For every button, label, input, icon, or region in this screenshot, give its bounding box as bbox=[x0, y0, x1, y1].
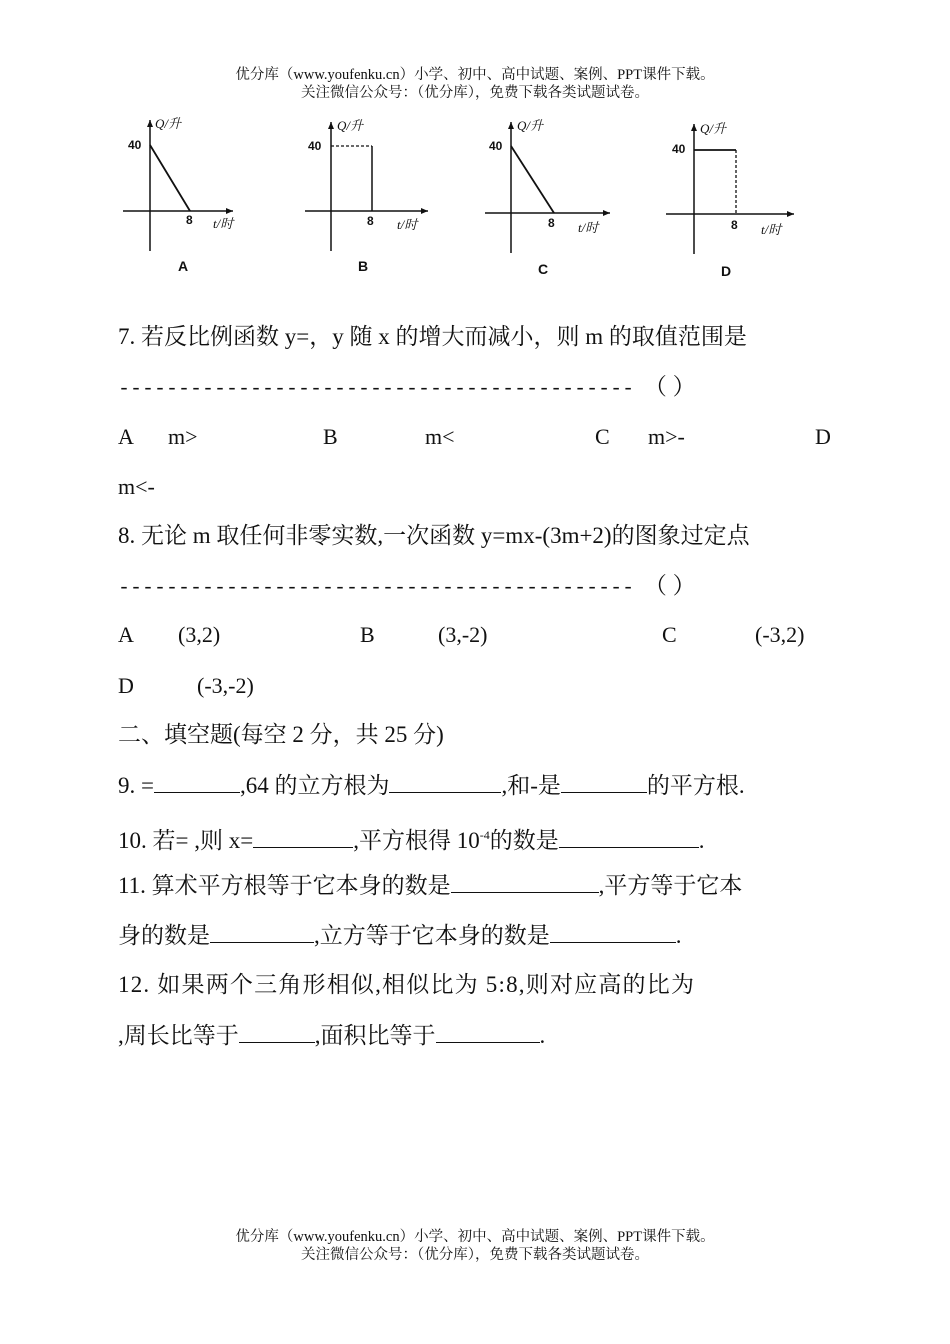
q8-option-c-text: (-3,2) bbox=[755, 622, 805, 647]
q8-option-c-letter: C bbox=[662, 622, 677, 647]
q12-line-1: 12. 如果两个三角形相似,相似比为 5:8,则对应高的比为 bbox=[118, 972, 696, 997]
section-2-title: 二、填空题(每空 2 分，共 25 分) bbox=[118, 722, 444, 747]
q10-part-2: ,平方根得 10 bbox=[353, 828, 480, 853]
q9-blank-2[interactable] bbox=[389, 770, 501, 793]
graph-c-x-tick: 8 bbox=[548, 216, 555, 230]
graph-d-label: D bbox=[721, 263, 732, 279]
graph-b-svg bbox=[300, 108, 470, 286]
q10 bbox=[118, 820, 704, 856]
q11-part-2: ,平方等于它本 bbox=[598, 873, 743, 898]
footer-line-1: 优分库（www.youfenku.cn）小学、初中、高中试题、案例、PPT课件下载。 bbox=[235, 1229, 715, 1245]
q9 bbox=[118, 770, 745, 801]
graph-b-x-tick: 8 bbox=[367, 214, 374, 228]
q8-option-d-text: (-3,-2) bbox=[197, 673, 254, 698]
q8-option-b-text: (3,-2) bbox=[438, 622, 488, 647]
graph-b-y-axis: Q/升 bbox=[337, 118, 364, 133]
q7-text: 7. 若反比例函数 y=，y 随 x 的增大而减小，则 m 的取值范围是 bbox=[118, 324, 747, 349]
graph-b-label: B bbox=[358, 258, 369, 274]
graph-a-y-axis: Q/升 bbox=[155, 116, 182, 131]
q12-part-4: . bbox=[539, 1023, 546, 1048]
q7-option-a-text: m> bbox=[168, 424, 198, 449]
graph-b-y-tick: 40 bbox=[308, 139, 322, 153]
graph-d-x-axis: t/时 bbox=[761, 222, 782, 237]
q9-part-3: ,和-是 bbox=[501, 773, 561, 798]
q10-part-1: 10. 若= ,则 x= bbox=[118, 828, 254, 853]
graph-a-y-tick: 40 bbox=[128, 138, 142, 152]
q7-paren: （ ） bbox=[643, 374, 696, 399]
q10-part-4: . bbox=[698, 828, 705, 853]
graph-d-y-tick: 40 bbox=[672, 142, 686, 156]
q10-part-3: 的数是 bbox=[489, 828, 559, 853]
graph-b bbox=[300, 108, 470, 286]
q11-blank-2[interactable] bbox=[210, 920, 314, 943]
q12-blank-1[interactable] bbox=[239, 1020, 315, 1043]
q12-blank-2[interactable] bbox=[436, 1020, 540, 1043]
q7-option-c-letter: C bbox=[595, 424, 610, 449]
graph-d-x-tick: 8 bbox=[731, 218, 738, 232]
q12-part-2: ,周长比等于 bbox=[118, 1023, 239, 1048]
graph-c-label: C bbox=[538, 261, 549, 277]
graph-c bbox=[482, 108, 652, 286]
q7-option-c-text: m>- bbox=[648, 424, 685, 449]
graph-a-x-axis: t/时 bbox=[213, 216, 234, 231]
q9-blank-1[interactable] bbox=[154, 770, 240, 793]
q7-option-b-text: m< bbox=[425, 424, 455, 449]
q10-blank-2[interactable] bbox=[559, 825, 699, 848]
q8-option-a-text: (3,2) bbox=[178, 622, 221, 647]
q7-option-d-letter: D bbox=[815, 424, 831, 449]
header-line-1: 优分库（www.youfenku.cn）小学、初中、高中试题、案例、PPT课件下载。 bbox=[235, 67, 715, 83]
q8-paren: （ ） bbox=[643, 573, 696, 598]
q9-blank-3[interactable] bbox=[561, 770, 647, 793]
graph-d-svg bbox=[664, 108, 834, 286]
graph-a-svg bbox=[118, 108, 288, 286]
graph-c-y-tick: 40 bbox=[489, 139, 503, 153]
q11-part-1: 11. 算术平方根等于它本身的数是 bbox=[118, 873, 451, 898]
graph-a-x-tick: 8 bbox=[186, 213, 193, 227]
q8-dashes: ------------------------------------------- bbox=[118, 577, 635, 600]
q9-part-1: 9. = bbox=[118, 773, 154, 798]
q7-option-d-text: m<- bbox=[118, 474, 155, 499]
q11-blank-3[interactable] bbox=[550, 920, 676, 943]
q11-line-2 bbox=[118, 920, 682, 951]
graph-b-x-axis: t/时 bbox=[397, 217, 418, 232]
q8-option-d-letter: D bbox=[118, 673, 134, 698]
graph-c-y-axis: Q/升 bbox=[517, 118, 544, 133]
graph-c-svg bbox=[482, 108, 652, 286]
q9-part-2: ,64 的立方根为 bbox=[239, 773, 390, 798]
q7-option-a-letter: A bbox=[118, 424, 134, 449]
graph-c-x-axis: t/时 bbox=[578, 220, 599, 235]
footer-line-2: 关注微信公众号：（优分库），免费下载各类试题试卷。 bbox=[301, 1247, 649, 1263]
q12-line-2 bbox=[118, 1020, 545, 1051]
q11-part-3: 身的数是 bbox=[118, 923, 210, 948]
q8-option-a-letter: A bbox=[118, 622, 134, 647]
graph-d bbox=[664, 108, 834, 286]
q11-part-4: ,立方等于它本身的数是 bbox=[314, 923, 550, 948]
q11-line-1 bbox=[118, 870, 742, 901]
q11-blank-1[interactable] bbox=[451, 870, 599, 893]
header-line-2: 关注微信公众号：（优分库），免费下载各类试题试卷。 bbox=[301, 85, 649, 101]
q9-part-4: 的平方根. bbox=[646, 773, 745, 798]
q7-option-b-letter: B bbox=[323, 424, 338, 449]
graph-a bbox=[118, 108, 288, 286]
q10-blank-1[interactable] bbox=[253, 825, 353, 848]
page-header bbox=[0, 66, 950, 102]
q7-answer-line bbox=[118, 372, 696, 405]
q7-dashes: ------------------------------------------- bbox=[118, 378, 635, 401]
graph-a-label: A bbox=[178, 258, 189, 274]
graph-d-y-axis: Q/升 bbox=[700, 121, 727, 136]
q11-part-5: . bbox=[675, 923, 682, 948]
q8-answer-line bbox=[118, 571, 696, 604]
q8-option-b-letter: B bbox=[360, 622, 375, 647]
q8-text: 8. 无论 m 取任何非零实数,一次函数 y=mx-(3m+2)的图象过定点 bbox=[118, 523, 750, 548]
q12-part-3: ,面积比等于 bbox=[314, 1023, 436, 1048]
q10-exponent: -4 bbox=[479, 828, 490, 842]
page-footer bbox=[0, 1228, 950, 1264]
